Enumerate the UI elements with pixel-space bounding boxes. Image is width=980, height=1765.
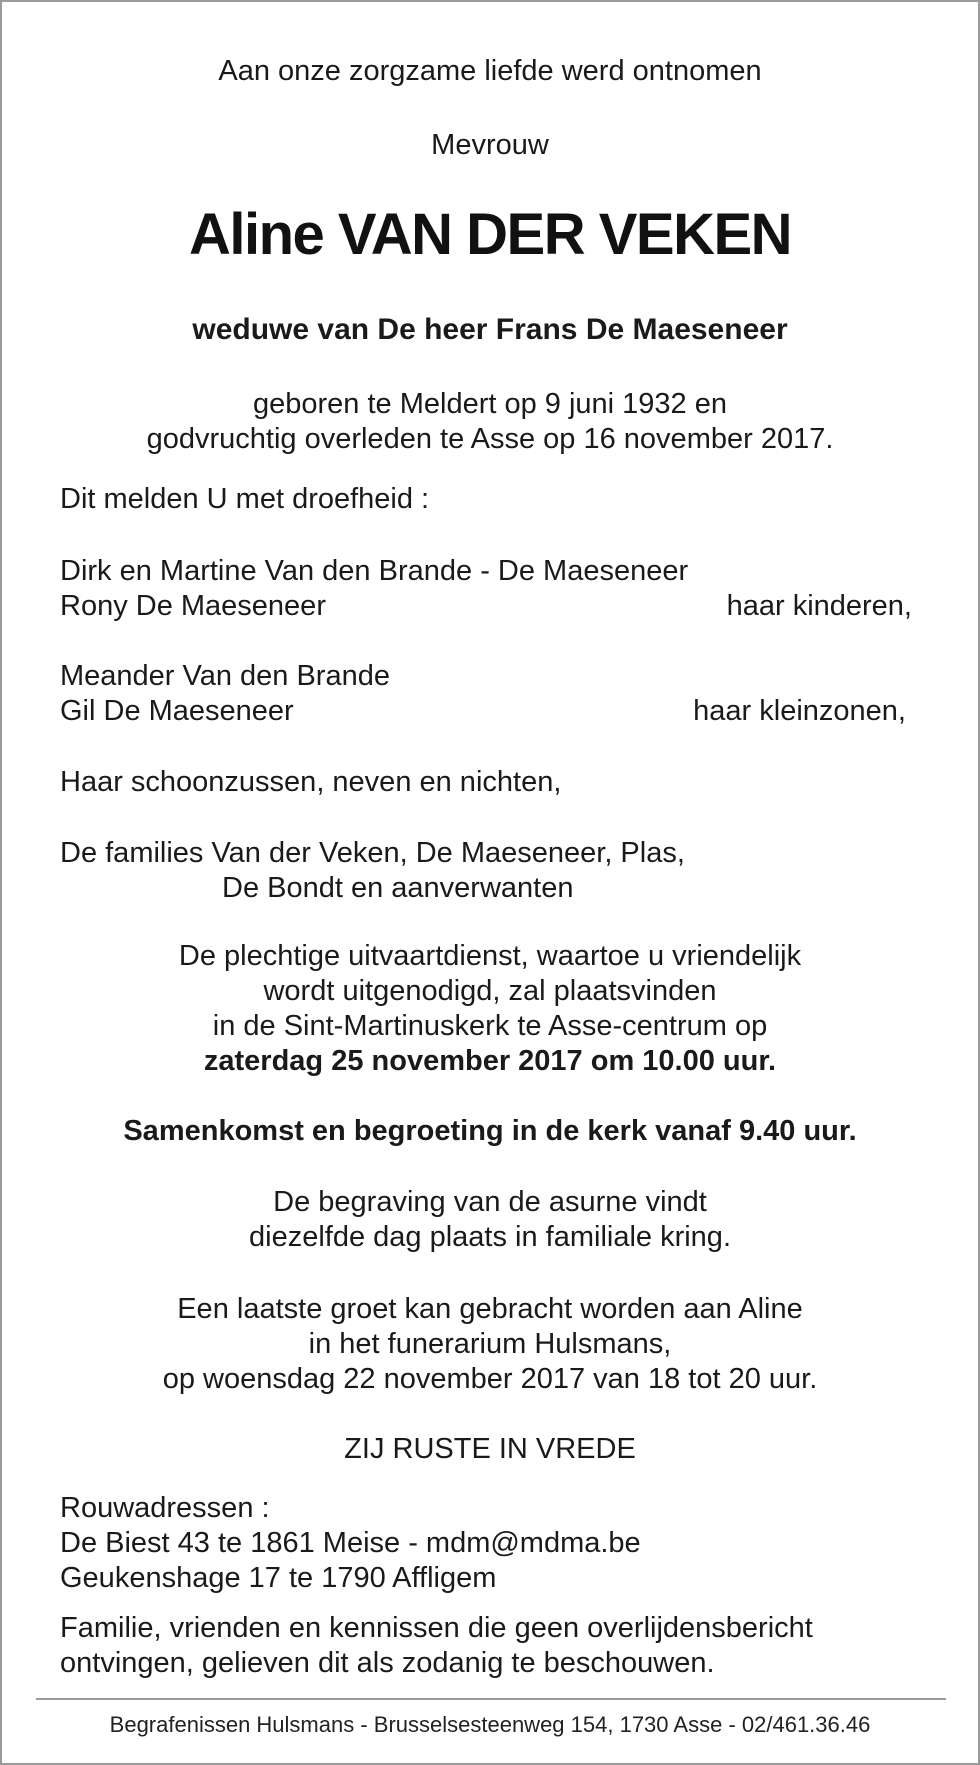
service-line-1: De plechtige uitvaartdienst, waartoe u vriendelijk [178, 940, 802, 972]
farewell-line-3: op woensdag 22 november 2017 van 18 tot 20 uur. [162, 1363, 818, 1395]
notice-line-2: ontvingen, gelieven dit als zodanig te beschouwen. [60, 1647, 715, 1679]
families-line-2: De Bondt en aanverwanten [222, 872, 574, 904]
children-line-1: Dirk en Martine Van den Brande - De Maeseneer [60, 555, 689, 587]
children-line-2: Rony De Maeseneer [60, 590, 326, 622]
burial-line-2: diezelfde dag plaats in familiale kring. [249, 1221, 731, 1253]
address-line-2: Geukenshage 17 te 1790 Affligem [60, 1562, 497, 1594]
death-line: godvruchtig overleden te Asse op 16 november 2017. [146, 423, 834, 455]
gathering-line: Samenkomst en begroeting in de kerk vanaf 9.40 uur. [123, 1115, 857, 1147]
announcement: Dit melden U met droefheid : [60, 483, 430, 515]
deceased-name: Aline VAN DER VEKEN [188, 202, 792, 267]
funeral-home-footer: Begrafenissen Hulsmans - Brusselsesteenweg 154, 1730 Asse - 02/461.36.46 [109, 1712, 871, 1737]
birth-line: geboren te Meldert op 9 juni 1932 en [252, 388, 727, 420]
rip-line: ZIJ RUSTE IN VREDE [344, 1433, 636, 1465]
intro-text: Aan onze zorgzame liefde werd ontnomen [218, 55, 762, 87]
inlaws-line: Haar schoonzussen, neven en nichten, [60, 766, 562, 798]
service-line-3: in de Sint-Martinuskerk te Asse-centrum op [212, 1010, 768, 1042]
grandchildren-line-2: Gil De Maeseneer [60, 695, 294, 727]
address-line-1: De Biest 43 te 1861 Meise - mdm@mdma.be [60, 1527, 641, 1559]
addresses-label: Rouwadressen : [60, 1492, 270, 1524]
footer-divider [36, 1698, 946, 1700]
farewell-line-2: in het funerarium Hulsmans, [308, 1328, 672, 1360]
children-relation: haar kinderen, [726, 590, 912, 622]
grandchildren-relation: haar kleinzonen, [693, 695, 906, 727]
families-line-1: De families Van der Veken, De Maeseneer, Plas, [60, 837, 685, 869]
farewell-line-1: Een laatste groet kan gebracht worden aan Aline [177, 1293, 803, 1325]
service-line-2: wordt uitgenodigd, zal plaatsvinden [263, 975, 717, 1007]
burial-line-1: De begraving van de asurne vindt [273, 1186, 707, 1218]
notice-line-1: Familie, vrienden en kennissen die geen overlijdensbericht [60, 1612, 813, 1644]
spouse-line: weduwe van De heer Frans De Maeseneer [192, 313, 788, 346]
grandchildren-line-1: Meander Van den Brande [60, 660, 390, 692]
salutation: Mevrouw [431, 129, 549, 161]
service-date: zaterdag 25 november 2017 om 10.00 uur. [203, 1045, 777, 1077]
